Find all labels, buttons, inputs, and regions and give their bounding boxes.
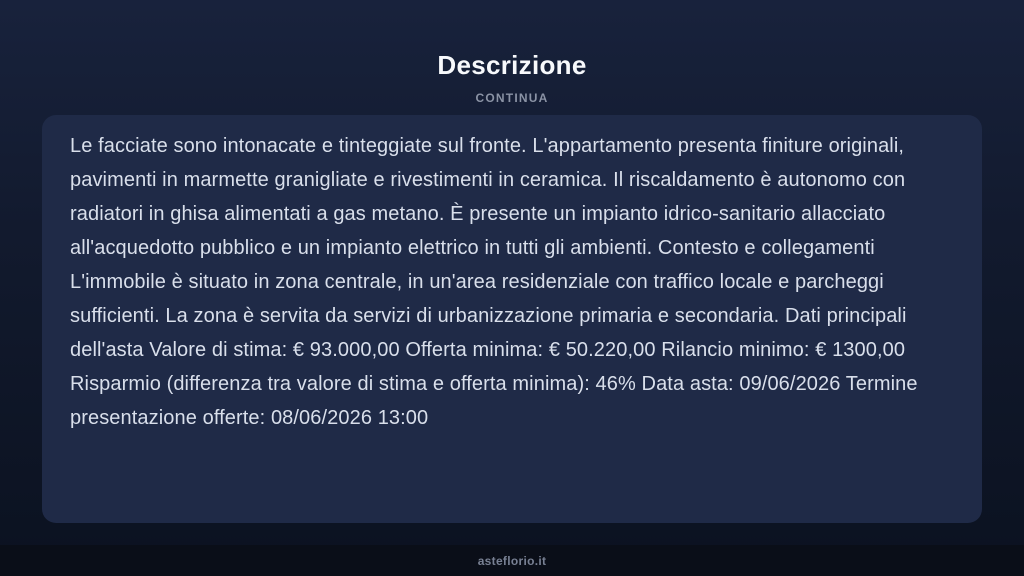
page-header bbox=[0, 0, 1024, 105]
site-name: asteflorio.it bbox=[477, 553, 547, 568]
page-title: Descrizione bbox=[437, 50, 587, 80]
description-text: Le facciate sono intonacate e tinteggiate sul fronte. L'appartamento presenta finiture originali, pavimenti in marmette granigliate e rivestimenti in ceramica. Il riscaldamento è autonomo con radiatori in ghisa alimentati a gas metano. È presente un impianto idrico-sanitario allacciato all'acquedotto pubblico e un impianto elettrico in tutti gli ambienti. Contesto e collegamenti L'immobile è situato in zona centrale, in un'area residenziale con traffico locale e parcheggi sufficienti. La zona è servita da servizi di urbanizzazione primaria e secondaria. Dati principali dell'asta Valore di stima: € 93.000,00 Offerta minima: € 50.220,00 Rilancio minimo: € 1300,00 Risparmio (differenza tra valore di stima e offerta minima): 46% Data asta: 09/06/2026 Termine presentazione offerte: 08/06/2026 13:00 bbox=[70, 135, 918, 429]
footer-bar bbox=[0, 545, 1024, 576]
description-card bbox=[42, 115, 982, 523]
continue-label: CONTINUA bbox=[475, 91, 549, 105]
